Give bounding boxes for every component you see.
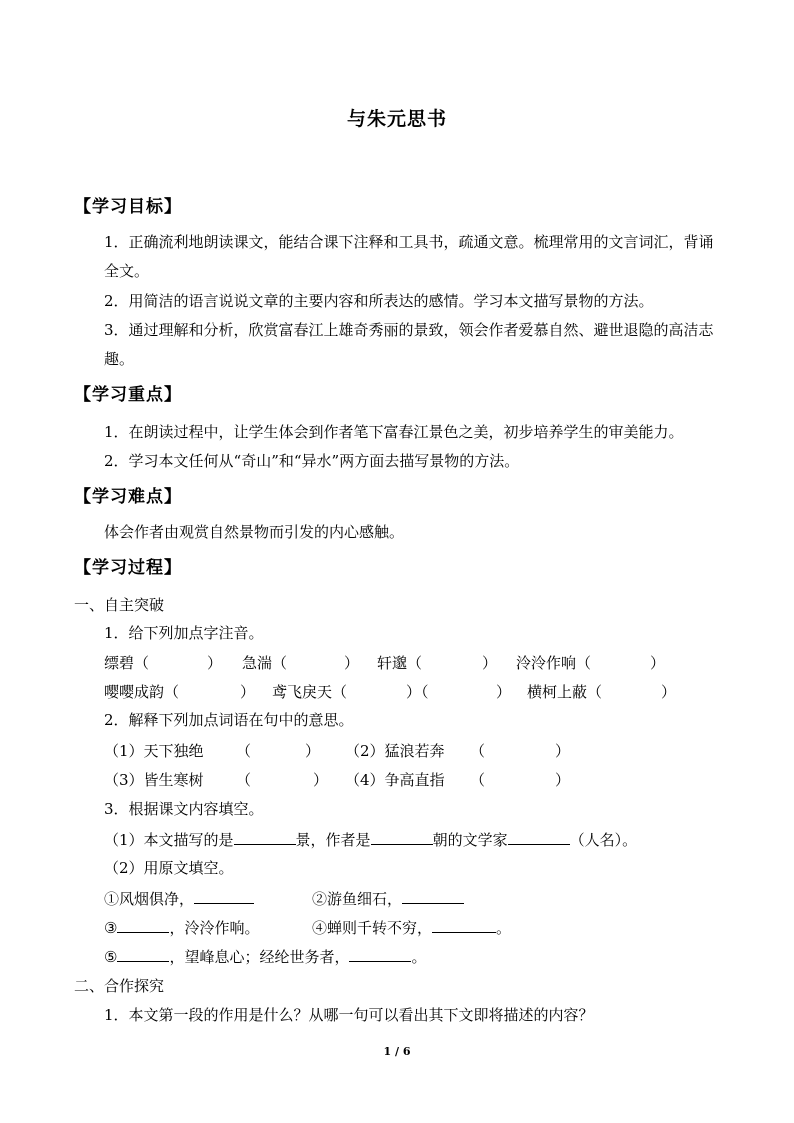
focus-item-2: 2．学习本文任何从“奇山”和“异水”两方面去描写景物的方法。 <box>104 452 520 470</box>
fill-item-3-text: ，泠泠作响。 <box>169 919 260 937</box>
q3-1-text-a: （1）本文描写的是 <box>104 831 234 849</box>
fill-item-3 <box>104 917 259 938</box>
q3-1-text-d: （人名）。 <box>569 831 638 849</box>
q1-item-xuanmiao: 轩邈（ <box>377 654 423 672</box>
q1-paren-close: ） <box>207 654 223 672</box>
q3-1-text-c: 朝的文学家 <box>432 831 508 849</box>
q2-paren-open: （ <box>236 742 252 760</box>
q2-paren-close: ） <box>555 742 571 760</box>
q3-2-prompt: （2）用原文填空。 <box>104 859 234 877</box>
fill-item-5 <box>104 946 426 967</box>
part2-heading: 二、合作探究 <box>74 977 165 995</box>
answer-blank[interactable] <box>194 889 254 904</box>
q1-paren-close: ） <box>240 683 256 701</box>
q2-paren-close: ） <box>555 771 571 789</box>
page-title: 与朱元思书 <box>346 108 447 130</box>
q1-paren-close-open: ）（ <box>406 683 429 701</box>
answer-blank[interactable] <box>349 947 411 962</box>
answer-blank[interactable] <box>371 830 433 845</box>
fill-item-1-text: ①风烟俱净， <box>104 890 195 908</box>
answer-blank[interactable] <box>234 830 296 845</box>
fill-item-4-end: 。 <box>496 919 512 937</box>
difficulty-heading: 【学习难点】 <box>74 487 182 507</box>
part1-heading: 一、自主突破 <box>74 596 165 614</box>
page-number: 1 / 6 <box>383 1045 411 1058</box>
fill-item-1 <box>104 888 254 909</box>
process-heading: 【学习过程】 <box>74 558 182 578</box>
answer-blank[interactable] <box>508 830 570 845</box>
goal-item-3 <box>104 316 724 374</box>
q1-paren-close: ） <box>482 654 498 672</box>
answer-blank[interactable] <box>402 889 464 904</box>
goal-item-1-text: 1．正确流利地朗读课文，能结合课下注释和工具书，疏通文意。梳理常用的文言词汇，背诵全文。 <box>104 233 714 280</box>
goal-item-3-text: 3．通过理解和分析，欣赏富春江上雄奇秀丽的景致，领会作者爱慕自然、避世退隐的高洁志趣。 <box>104 321 714 368</box>
difficulty-text: 体会作者由观赏自然景物而引发的内心感触。 <box>104 523 405 541</box>
q2-prompt: 2．解释下列加点词语在句中的意思。 <box>104 711 354 729</box>
q1-item-piaobi: 缥碧（ <box>104 654 150 672</box>
goals-heading: 【学习目标】 <box>74 197 182 217</box>
q1-item-linglingzuoxiang: 泠泠作响（ <box>516 654 592 672</box>
q2-item-2: （2）猛浪若奔 <box>345 742 445 760</box>
q1-prompt: 1．给下列加点字注音。 <box>104 624 264 642</box>
q1-item-yingyingchengyun: 嘤嘤成韵（ <box>104 683 180 701</box>
q3-prompt: 3．根据课文内容填空。 <box>104 800 264 818</box>
q3-1-line <box>104 829 637 850</box>
fill-item-5-text: ，望峰息心；经纶世务者， <box>169 948 350 966</box>
part2-q1: 1．本文第一段的作用是什么？从哪一句可以看出其下文即将描述的内容？ <box>104 1006 594 1024</box>
q2-item-3: （3）皆生寒树 <box>104 771 204 789</box>
fill-item-4-text: ④蝉则千转不穷， <box>312 919 433 937</box>
q3-1-text-b: 景，作者是 <box>295 831 371 849</box>
focus-heading: 【学习重点】 <box>74 385 182 405</box>
q1-paren-close: ） <box>496 683 512 701</box>
fill-item-5-num: ⑤ <box>104 948 118 966</box>
goal-item-1 <box>104 228 724 286</box>
q2-paren-close: ） <box>313 771 329 789</box>
q1-paren-close: ） <box>650 654 666 672</box>
fill-item-4 <box>312 917 511 938</box>
q2-paren-open: （ <box>470 771 486 789</box>
answer-blank[interactable] <box>117 918 169 933</box>
q1-item-jituan: 急湍（ <box>242 654 288 672</box>
q2-paren-open: （ <box>236 771 252 789</box>
q2-item-4: （4）争高直指 <box>345 771 445 789</box>
answer-blank[interactable] <box>432 918 496 933</box>
answer-blank[interactable] <box>117 947 169 962</box>
fill-item-5-end: 。 <box>411 948 427 966</box>
q1-paren-close: ） <box>661 683 677 701</box>
fill-item-2 <box>312 888 464 909</box>
q1-item-hengkeshangbi: 横柯上蔽（ <box>527 683 603 701</box>
fill-item-2-text: ②游鱼细石， <box>312 890 403 908</box>
focus-item-1: 1．在朗读过程中，让学生体会到作者笔下富春江景色之美，初步培养学生的审美能力。 <box>104 423 684 441</box>
goal-item-2: 2．用简洁的语言说说文章的主要内容和所表达的感情。学习本文描写景物的方法。 <box>104 292 654 310</box>
q2-item-1: （1）天下独绝 <box>104 742 204 760</box>
q1-item-yuanfeilitian: 鸢飞戾天（ <box>272 683 348 701</box>
q2-paren-open: （ <box>470 742 486 760</box>
fill-item-3-num: ③ <box>104 919 118 937</box>
q1-paren-close: ） <box>344 654 360 672</box>
q2-paren-close: ） <box>305 742 321 760</box>
